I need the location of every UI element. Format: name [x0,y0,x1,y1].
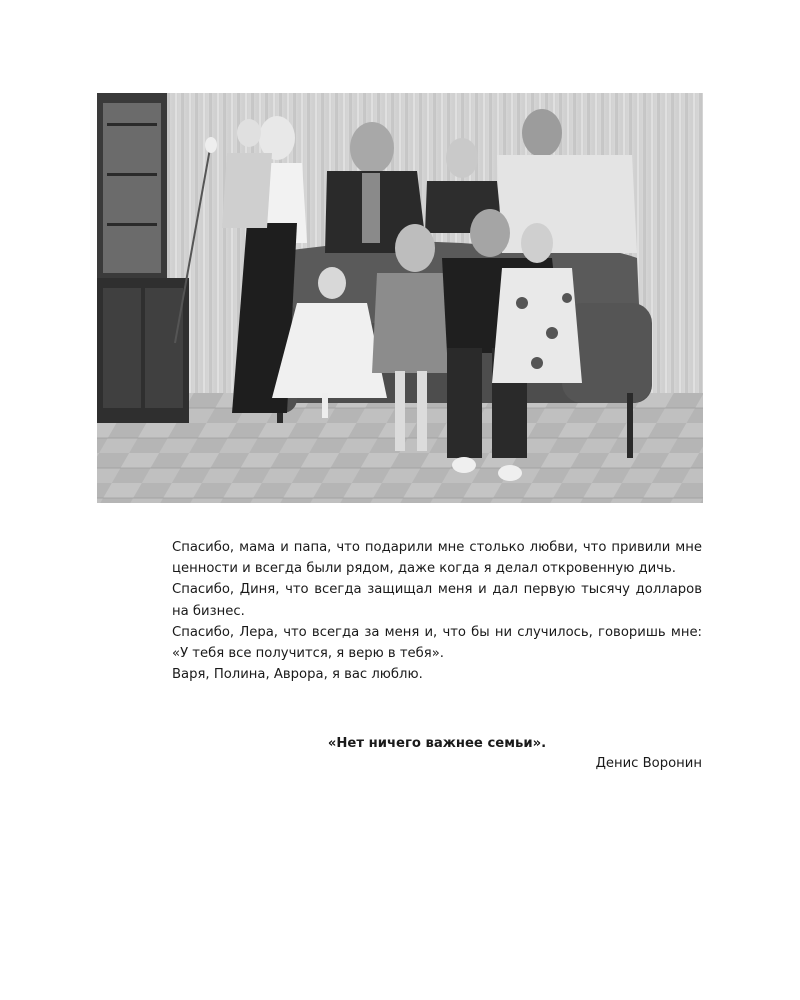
paragraph-parents: Спасибо, мама и папа, что подарили мне столько любви, что привили мне ценности и всегда были рядом, даже когда я делал откровенную дичь. [172,540,702,577]
acknowledgement-text [172,537,702,685]
family-photo [97,93,703,503]
paragraph-children: Варя, Полина, Аврора, я вас люблю. [172,667,423,683]
family-quote: «Нет ничего важнее семьи». [327,736,547,751]
author-signature: Денис Воронин [595,756,702,771]
paragraph-dinya: Спасибо, Диня, что всегда защищал меня и дал первую тысячу долларов на бизнес. [172,582,702,619]
paragraph-lera: Спасибо, Лера, что всегда за меня и, что бы ни случилось, говоришь мне: «У тебя все получится, я верю в тебя». [172,624,702,662]
